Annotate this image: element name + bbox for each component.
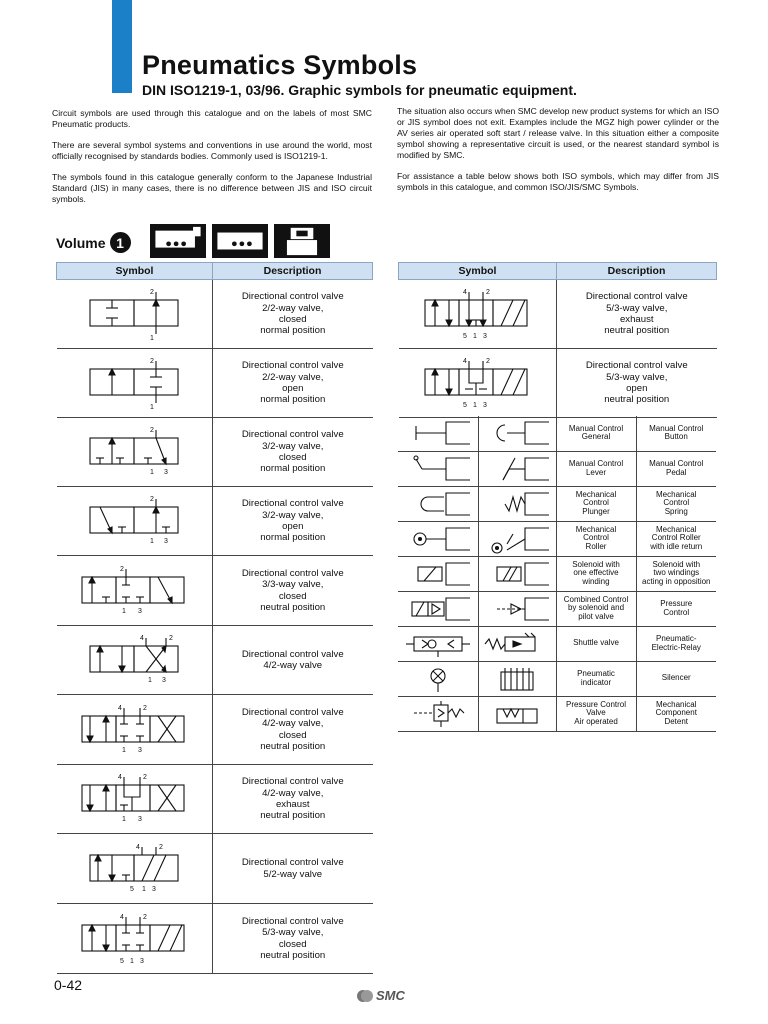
description-line: open [282, 521, 304, 532]
symbol-description [213, 695, 373, 765]
svg-text:4: 4 [463, 289, 468, 296]
svg-text:2: 2 [150, 289, 155, 296]
valve-5-3-open-icon [421, 355, 533, 411]
svg-text:4: 4 [120, 913, 125, 921]
description-line: General [581, 432, 611, 442]
pressure-control-valve-icon [404, 699, 472, 729]
table-row [57, 626, 373, 695]
description-line: Valve [586, 708, 606, 718]
description-line: Pressure [660, 598, 693, 608]
brand-name: SMC [376, 988, 405, 1003]
description-line: Directional control valve [585, 291, 688, 303]
description-line: Directional control valve [241, 498, 344, 510]
description-line: normal position [260, 325, 326, 337]
pressure-control-icon [483, 594, 551, 624]
control-description [556, 521, 636, 556]
svg-text:2: 2 [486, 358, 491, 365]
table-row [57, 695, 373, 765]
description-line: Directional control valve [241, 648, 344, 660]
description-line: Mechanical [575, 489, 617, 499]
description-line: Component [655, 708, 697, 718]
table-header-row [57, 263, 373, 280]
table-row [57, 418, 373, 487]
control-description [636, 521, 716, 556]
description-line: Control [663, 498, 690, 508]
symbol-description [557, 280, 717, 349]
svg-text:2: 2 [486, 289, 491, 296]
control-description [636, 451, 716, 486]
svg-text:1: 1 [150, 469, 155, 476]
description-line: Solenoid with [652, 559, 701, 569]
svg-text:3: 3 [164, 538, 169, 545]
description-line: Directional control valve [241, 857, 344, 869]
svg-text:1: 1 [130, 957, 135, 965]
description-line: 5/2-way valve [263, 868, 323, 880]
description-line: Control Roller [651, 533, 701, 543]
description-line: 4/2-way valve, [262, 718, 324, 730]
description-line: with idle return [650, 541, 703, 551]
column-header-description: Description [557, 263, 717, 280]
description-line: Mechanical [656, 489, 697, 499]
svg-text:3: 3 [483, 402, 488, 409]
description-line: Directional control valve [241, 776, 344, 788]
page-subtitle: DIN ISO1219-1, 03/96. Graphic symbols for pneumatic equipment. [142, 82, 577, 98]
table-row [57, 556, 373, 626]
svg-text:3: 3 [483, 333, 488, 340]
description-line: normal position [260, 463, 326, 475]
table-row [57, 349, 373, 418]
svg-text:3: 3 [138, 607, 143, 615]
description-line: Electric-Relay [651, 642, 701, 652]
svg-text:1: 1 [142, 885, 147, 893]
svg-text:1: 1 [122, 746, 127, 754]
valve-4-2-icon [86, 632, 182, 688]
description-line: open [282, 383, 304, 394]
symbol-description [213, 349, 373, 418]
description-line: Mechanical [656, 699, 697, 709]
svg-text:4: 4 [136, 843, 141, 851]
description-line: Pneumatic- [656, 633, 697, 643]
table-row [398, 591, 716, 626]
description-line: 4/2-way valve, [262, 787, 324, 799]
svg-text:4: 4 [118, 704, 123, 712]
description-line: neutral position [604, 394, 670, 406]
control-description [636, 416, 716, 451]
description-line: closed [278, 314, 307, 325]
mechanical-plunger-icon [404, 489, 472, 519]
column-header-description: Description [213, 263, 373, 280]
description-line: winding [582, 576, 610, 586]
table-row [57, 904, 373, 974]
silencer-icon [483, 664, 551, 694]
description-line: closed [278, 452, 307, 463]
symbol-description [213, 418, 373, 487]
symbol-description [557, 349, 717, 418]
description-line: 5/3-way valve, [606, 371, 668, 383]
valve-5-2-icon [86, 841, 182, 897]
volume-label: Volume [56, 234, 106, 251]
description-line: 5/3-way valve, [606, 302, 668, 314]
valve-5-3-exhaust-icon [421, 286, 533, 342]
svg-text:2: 2 [143, 913, 148, 921]
valve-5-3-closed-icon [78, 911, 190, 967]
description-line: normal position [260, 394, 326, 406]
svg-text:1: 1 [150, 404, 155, 411]
description-line: Pneumatic [577, 668, 615, 678]
roller-idle-return-icon [483, 524, 551, 554]
valve-2-2-open-icon [86, 355, 182, 411]
volume-number: 1 [110, 232, 131, 253]
product-thumbnail-icon [150, 224, 206, 258]
symbol-table-right [398, 262, 717, 418]
svg-text:1: 1 [122, 607, 127, 615]
table-row [398, 661, 716, 696]
svg-text:2: 2 [159, 843, 164, 851]
solenoid-one-winding-icon [404, 559, 472, 589]
svg-text:3: 3 [138, 816, 143, 823]
description-line: 5/3-way valve, [262, 927, 324, 939]
svg-text:3: 3 [140, 957, 145, 965]
symbol-description [213, 626, 373, 695]
manual-pedal-icon [483, 454, 551, 484]
svg-text:1: 1 [150, 335, 155, 342]
valve-4-2-closed-neutral-icon [78, 702, 190, 758]
svg-text:2: 2 [150, 358, 155, 365]
svg-text:3: 3 [162, 677, 167, 684]
valve-2-2-closed-icon [86, 286, 182, 342]
table-row [398, 521, 716, 556]
table-row [398, 486, 716, 521]
description-line: pilot valve [578, 611, 614, 621]
description-line: by solenoid and [567, 603, 625, 613]
description-line: 3/2-way valve, [262, 440, 324, 452]
description-line: Directional control valve [241, 429, 344, 441]
svg-text:1: 1 [122, 816, 127, 823]
description-line: exhaust [275, 799, 310, 810]
mechanical-roller-icon [404, 524, 472, 554]
description-line: Pressure Control [565, 699, 627, 709]
control-description [556, 486, 636, 521]
intro-left [52, 108, 372, 215]
control-description [556, 626, 636, 661]
manual-lever-icon [404, 454, 472, 484]
description-line: Pedal [666, 467, 687, 477]
symbol-description [213, 765, 373, 834]
description-line: Directional control valve [241, 706, 344, 718]
intro-paragraph: Circuit symbols are used through this catalogue and on the labels of most SMC Pneumatic products. [52, 108, 372, 129]
description-line: Control [583, 533, 609, 543]
description-line: Directional control valve [241, 567, 344, 579]
page-number: 0-42 [54, 977, 83, 993]
product-thumbnail-icon [212, 224, 268, 258]
accent-bar [112, 0, 132, 93]
control-description [636, 556, 716, 591]
table-row [398, 556, 716, 591]
description-line: Mechanical [656, 524, 697, 534]
symbol-description [213, 904, 373, 974]
svg-text:5: 5 [120, 957, 125, 965]
description-line: Directional control valve [241, 360, 344, 372]
svg-text:5: 5 [130, 885, 135, 893]
valve-4-2-exhaust-neutral-icon [78, 771, 190, 827]
shuttle-valve-icon [404, 629, 472, 659]
description-line: neutral position [260, 949, 326, 961]
description-line: 3/3-way valve, [262, 579, 324, 591]
description-line: Plunger [582, 506, 610, 516]
svg-text:3: 3 [164, 469, 169, 476]
control-description [636, 591, 716, 626]
description-line: Mechanical [575, 524, 617, 534]
description-line: two windings [653, 568, 700, 578]
description-line: Combined Control [563, 594, 629, 604]
svg-text:5: 5 [463, 333, 468, 340]
table-row [398, 696, 716, 731]
product-thumbnail-icon [274, 224, 330, 258]
description-line: Button [664, 432, 688, 442]
description-line: Solenoid with [572, 559, 620, 569]
combined-solenoid-pilot-icon [404, 594, 472, 624]
svg-text:2: 2 [169, 635, 174, 642]
svg-text:4: 4 [118, 774, 123, 781]
description-line: closed [278, 729, 307, 741]
description-line: neutral position [604, 325, 670, 337]
intro-paragraph: The symbols found in this catalogue generally conform to the Japanese Industrial Standard (JIS) in many cases, there is no difference between JIS and ISO circuit symbols. [52, 172, 372, 204]
description-line: closed [278, 938, 307, 950]
control-description [636, 696, 716, 731]
description-line: Detent [664, 716, 689, 726]
manual-general-icon [404, 418, 472, 448]
svg-text:4: 4 [463, 358, 468, 365]
description-line: Manual Control [568, 423, 624, 433]
control-description [556, 416, 636, 451]
description-line: neutral position [260, 601, 326, 613]
symbol-description [213, 280, 373, 349]
description-line: open [626, 383, 648, 394]
description-line: Silencer [661, 673, 691, 683]
solenoid-two-windings-icon [483, 559, 551, 589]
description-line: closed [278, 590, 307, 602]
mechanical-detent-icon [483, 699, 551, 729]
description-line: exhaust [619, 314, 654, 325]
table-row [398, 626, 716, 661]
description-line: Control [663, 607, 690, 617]
table-row [398, 416, 716, 451]
description-line: 3/2-way valve, [262, 509, 324, 521]
control-description [556, 661, 636, 696]
description-line: 4/2-way valve [263, 660, 323, 671]
intro-paragraph: There are several symbol systems and conventions in use around the world, most officially recognised by standards bodies. Commonly used is ISO1219-1. [52, 140, 372, 161]
manual-button-icon [483, 418, 551, 448]
control-description [636, 661, 716, 696]
intro-right [397, 106, 719, 203]
pneumatic-indicator-icon [404, 664, 472, 694]
description-line: Lever [585, 467, 606, 477]
description-line: one effective [573, 568, 619, 578]
control-description [636, 626, 716, 661]
description-line: Spring [664, 506, 688, 516]
svg-text:2: 2 [143, 704, 148, 712]
description-line: Shuttle valve [573, 638, 619, 648]
control-description [556, 556, 636, 591]
symbol-description [213, 487, 373, 556]
smc-logo-icon [356, 989, 374, 1003]
description-line: Directional control valve [241, 915, 344, 927]
svg-text:1: 1 [473, 333, 478, 340]
table-header-row [399, 263, 717, 280]
table-row [57, 487, 373, 556]
svg-text:4: 4 [140, 635, 145, 642]
description-line: Manual Control [568, 458, 624, 468]
svg-text:1: 1 [473, 402, 478, 409]
svg-text:3: 3 [138, 746, 143, 754]
description-line: neutral position [260, 810, 326, 822]
control-description [556, 591, 636, 626]
control-description [556, 451, 636, 486]
description-line: indicator [580, 677, 612, 687]
valve-3-2-open-icon [86, 493, 182, 549]
column-header-symbol: Symbol [57, 263, 213, 280]
symbol-table-left [56, 262, 373, 974]
svg-text:2: 2 [150, 427, 155, 434]
description-line: neutral position [260, 740, 326, 752]
control-symbols-table [398, 416, 716, 732]
volume-heading [56, 232, 131, 253]
mechanical-spring-icon [483, 489, 551, 519]
symbol-description [213, 834, 373, 904]
table-row [57, 834, 373, 904]
description-line: 2/2-way valve, [262, 302, 324, 314]
description-line: Air operated [574, 716, 618, 726]
column-header-symbol: Symbol [399, 263, 557, 280]
svg-text:5: 5 [463, 402, 468, 409]
control-description [556, 696, 636, 731]
intro-paragraph: For assistance a table below shows both ISO symbols, which may differ from JIS symbols in this catalogue, and common ISO/JIS/SMC Symbols. [397, 171, 719, 192]
brand-logo [356, 988, 405, 1003]
pneumatic-electric-relay-icon [483, 629, 551, 659]
svg-text:1: 1 [148, 677, 153, 684]
description-line: Manual Control [649, 458, 704, 468]
description-line: Directional control valve [585, 360, 688, 372]
table-row [399, 280, 717, 349]
description-line: Control [583, 498, 609, 508]
svg-text:1: 1 [150, 538, 155, 545]
table-row [57, 280, 373, 349]
svg-text:2: 2 [143, 774, 148, 781]
description-line: acting in opposition [642, 576, 711, 586]
valve-3-2-closed-icon [86, 424, 182, 480]
svg-text:3: 3 [152, 885, 157, 893]
description-line: Directional control valve [241, 291, 344, 303]
table-row [398, 451, 716, 486]
description-line: Roller [585, 541, 607, 551]
svg-text:2: 2 [120, 565, 125, 573]
symbol-description [213, 556, 373, 626]
table-row [399, 349, 717, 418]
intro-paragraph: The situation also occurs when SMC develop new product systems for which an ISO or JIS symbol does not exit. Examples include the MGZ high power cylinder or the AV series air operated soft start / release valve. In this situation either a composite symbol showing a representative circuit is used, or the nearest standard symbol is modified by SMC. [397, 106, 719, 160]
description-line: normal position [260, 532, 326, 544]
description-line: Manual Control [649, 423, 704, 433]
table-row [57, 765, 373, 834]
description-line: 2/2-way valve, [262, 371, 324, 383]
svg-text:2: 2 [150, 496, 155, 503]
control-description [636, 486, 716, 521]
valve-3-3-closed-icon [78, 563, 190, 619]
page-title: Pneumatics Symbols [142, 50, 418, 80]
